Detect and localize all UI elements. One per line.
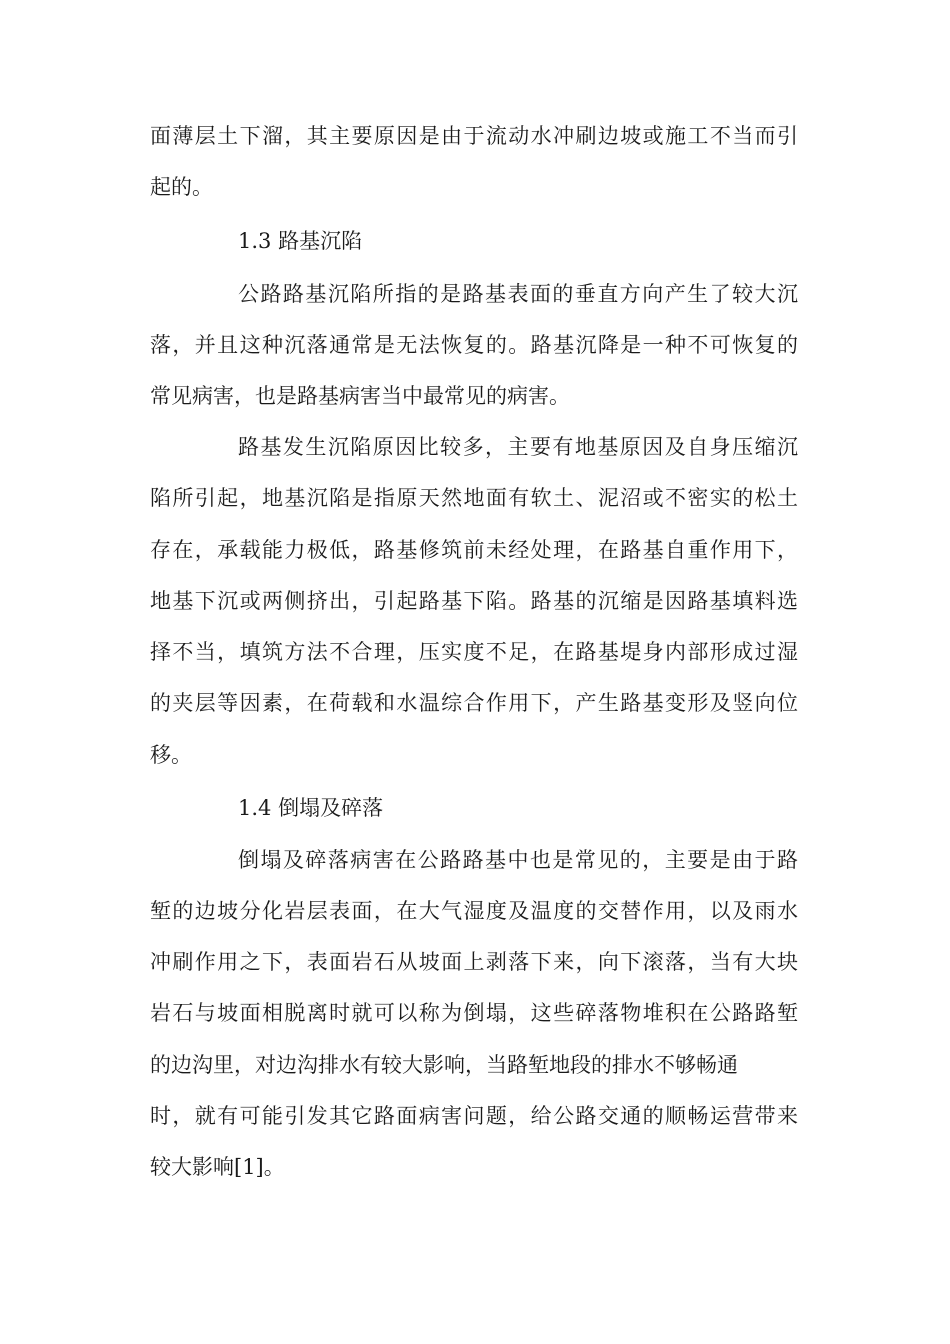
body-line: 冲刷作用之下，表面岩石从坡面上剥落下来，向下滚落，当有大块 — [150, 950, 798, 974]
section-heading: 1.3 路基沉陷 — [238, 229, 363, 253]
body-line: 岩石与坡面相脱离时就可以称为倒塌，这些碎落物堆积在公路路堑 — [150, 1001, 798, 1025]
body-line: 时，就有可能引发其它路面病害问题，给公路交通的顺畅运营带来 — [150, 1104, 798, 1128]
body-line: 的夹层等因素，在荷载和水温综合作用下，产生路基变形及竖向位 — [150, 691, 798, 715]
body-line: 起的。 — [150, 175, 213, 199]
body-line: 陷所引起，地基沉陷是指原天然地面有软土、泥沼或不密实的松土 — [150, 486, 798, 510]
body-line: 择不当，填筑方法不合理，压实度不足，在路基堤身内部形成过湿 — [150, 640, 798, 664]
body-line: 移。 — [150, 743, 192, 767]
body-line: 存在，承载能力极低，路基修筑前未经处理，在路基自重作用下， — [150, 538, 798, 562]
body-line: 公路路基沉陷所指的是路基表面的垂直方向产生了较大沉 — [238, 282, 798, 306]
body-line: 路基发生沉陷原因比较多，主要有地基原因及自身压缩沉 — [238, 435, 798, 459]
body-line: 倒塌及碎落病害在公路路基中也是常见的，主要是由于路 — [238, 848, 798, 872]
body-line: 的边沟里，对边沟排水有较大影响，当路堑地段的排水不够畅通 — [150, 1053, 738, 1077]
body-line: 落，并且这种沉落通常是无法恢复的。路基沉降是一种不可恢复的 — [150, 333, 798, 357]
body-line: 地基下沉或两侧挤出，引起路基下陷。路基的沉缩是因路基填料选 — [150, 589, 798, 613]
section-heading: 1.4 倒塌及碎落 — [238, 796, 384, 820]
body-line: 较大影响[1]。 — [150, 1155, 285, 1179]
body-line: 常见病害，也是路基病害当中最常见的病害。 — [150, 384, 570, 408]
body-line: 堑的边坡分化岩层表面，在大气湿度及温度的交替作用，以及雨水 — [150, 899, 798, 923]
body-line: 面薄层土下溜，其主要原因是由于流动水冲刷边坡或施工不当而引 — [150, 124, 798, 148]
